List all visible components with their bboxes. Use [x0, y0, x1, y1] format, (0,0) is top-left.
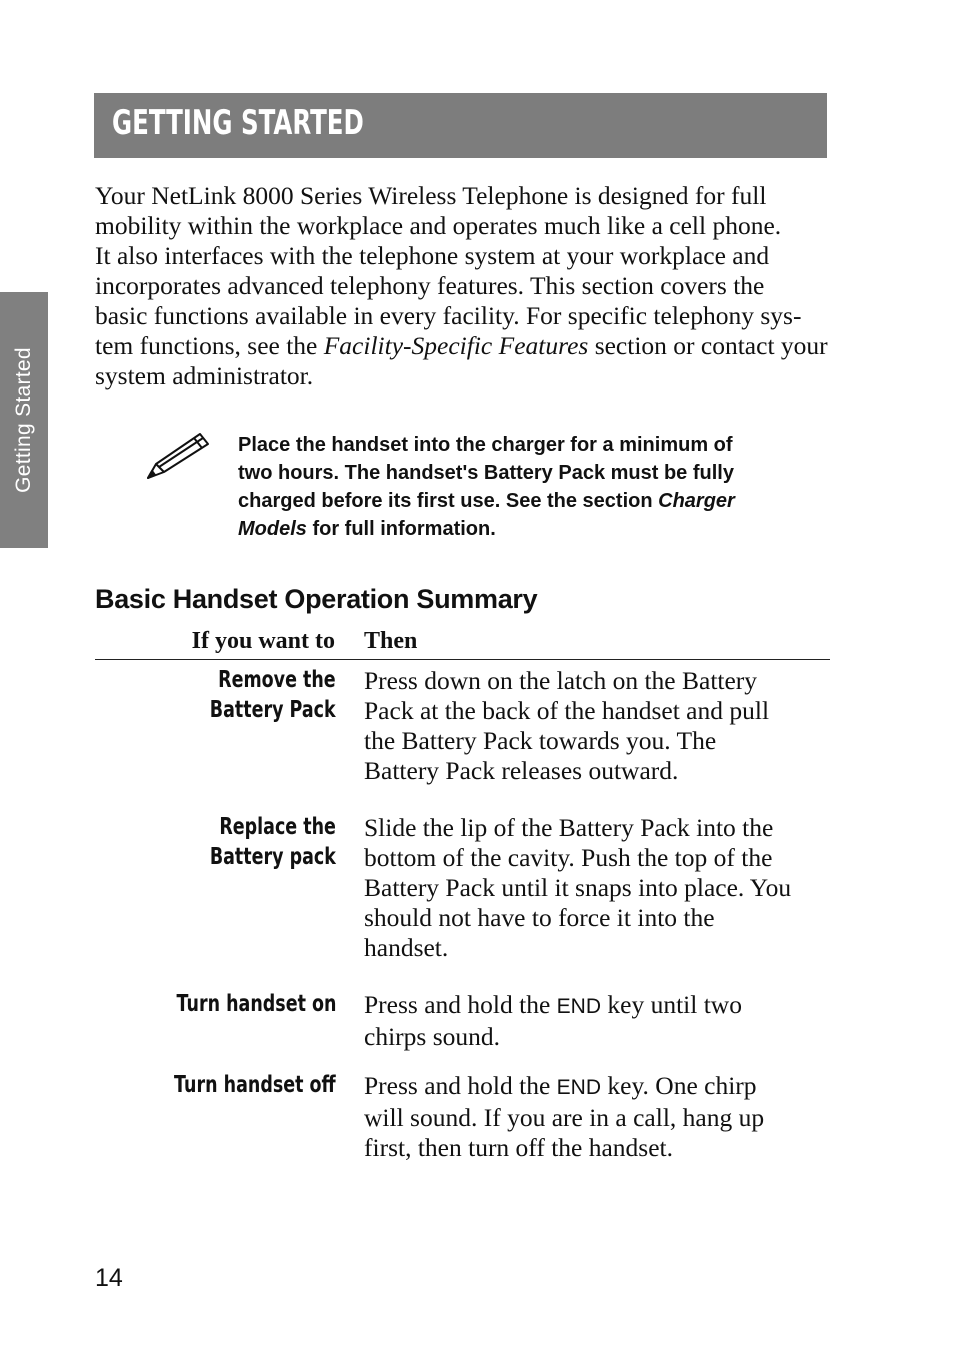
row-then-remove-battery	[364, 666, 824, 786]
intro-paragraph	[95, 181, 830, 391]
title-bar	[94, 93, 827, 158]
row-then-line: will sound. If you are in a call, hang up	[364, 1103, 765, 1132]
table-header-rule	[95, 659, 830, 660]
row-then-line	[364, 990, 824, 1022]
section-heading: Basic Handset Operation Summary	[95, 584, 538, 614]
row-then-line: Battery Pack until it snaps into place. You	[364, 873, 792, 902]
intro-line: system administrator.	[95, 361, 314, 390]
intro-italic-reference: Facility-Specific Features	[323, 331, 589, 360]
row-want-turn-on	[126, 989, 336, 1019]
end-key-label: END	[556, 995, 601, 1018]
intro-line: incorporates advanced telephony features. This section covers the	[95, 271, 765, 300]
note-line: two hours. The handset's Battery Pack must be fully	[238, 462, 734, 484]
intro-line: It also interfaces with the telephone system at your workplace and	[95, 241, 770, 270]
row-then-line: Press down on the latch on the Battery	[364, 666, 758, 695]
column-header-then: Then	[364, 628, 418, 654]
note-line: Place the handset into the charger for a minimum of	[238, 434, 733, 456]
intro-line: Your NetLink 8000 Series Wireless Telephone is designed for full	[95, 181, 767, 210]
row-want-line: Battery pack	[209, 844, 336, 870]
row-then-text: Press and hold the	[364, 990, 557, 1019]
note-text-part: charged before its first use. See the section	[238, 490, 659, 512]
row-then-line: the Battery Pack towards you. The	[364, 726, 717, 755]
row-then-line: Pack at the back of the handset and pull	[364, 696, 770, 725]
row-want-line: Battery Pack	[210, 697, 336, 723]
side-tab	[0, 292, 48, 548]
row-then-line: chirps sound.	[364, 1022, 500, 1051]
note-text	[238, 431, 818, 543]
note-line	[238, 515, 818, 543]
intro-line	[95, 331, 830, 361]
intro-text: tem functions, see the	[95, 331, 324, 360]
row-then-turn-off	[364, 1071, 824, 1163]
row-then-line: Slide the lip of the Battery Pack into the	[364, 813, 774, 842]
row-want-turn-off	[123, 1070, 336, 1100]
row-then-line	[364, 1071, 824, 1103]
row-want-replace-battery	[170, 812, 336, 872]
row-then-line: should not have to force it into the	[364, 903, 715, 932]
side-tab-label: Getting Started	[12, 347, 35, 493]
row-then-text: key until two	[601, 990, 742, 1019]
row-then-line: first, then turn off the handset.	[364, 1133, 674, 1162]
column-header-want: If you want to	[191, 628, 335, 654]
page-number: 14	[95, 1264, 123, 1292]
pencil-icon	[144, 430, 210, 482]
note-italic-reference: Charger	[658, 490, 735, 512]
row-then-text: Press and hold the	[364, 1071, 557, 1100]
row-then-turn-on	[364, 990, 824, 1052]
row-then-text: key. One chirp	[601, 1071, 757, 1100]
intro-line: basic functions available in every facility. For specific telephony sys-	[95, 301, 802, 330]
end-key-label: END	[556, 1076, 601, 1099]
row-then-line: bottom of the cavity. Push the top of the	[364, 843, 773, 872]
page-title: GETTING STARTED	[112, 103, 364, 143]
row-want-line: Turn handset off	[174, 1072, 336, 1098]
intro-text: section or contact your	[588, 331, 828, 360]
row-want-line: Turn handset on	[176, 991, 336, 1017]
row-then-line: handset.	[364, 933, 449, 962]
row-want-remove-battery	[170, 665, 336, 725]
row-then-replace-battery	[364, 813, 824, 963]
row-want-line: Remove the	[218, 667, 336, 693]
note-text-part: for full information.	[306, 518, 496, 540]
intro-line: mobility within the workplace and operates much like a cell phone.	[95, 211, 782, 240]
row-then-line: Battery Pack releases outward.	[364, 756, 679, 785]
note-line	[238, 487, 818, 515]
row-want-line: Replace the	[219, 814, 336, 840]
note-italic-reference: Models	[238, 518, 307, 540]
